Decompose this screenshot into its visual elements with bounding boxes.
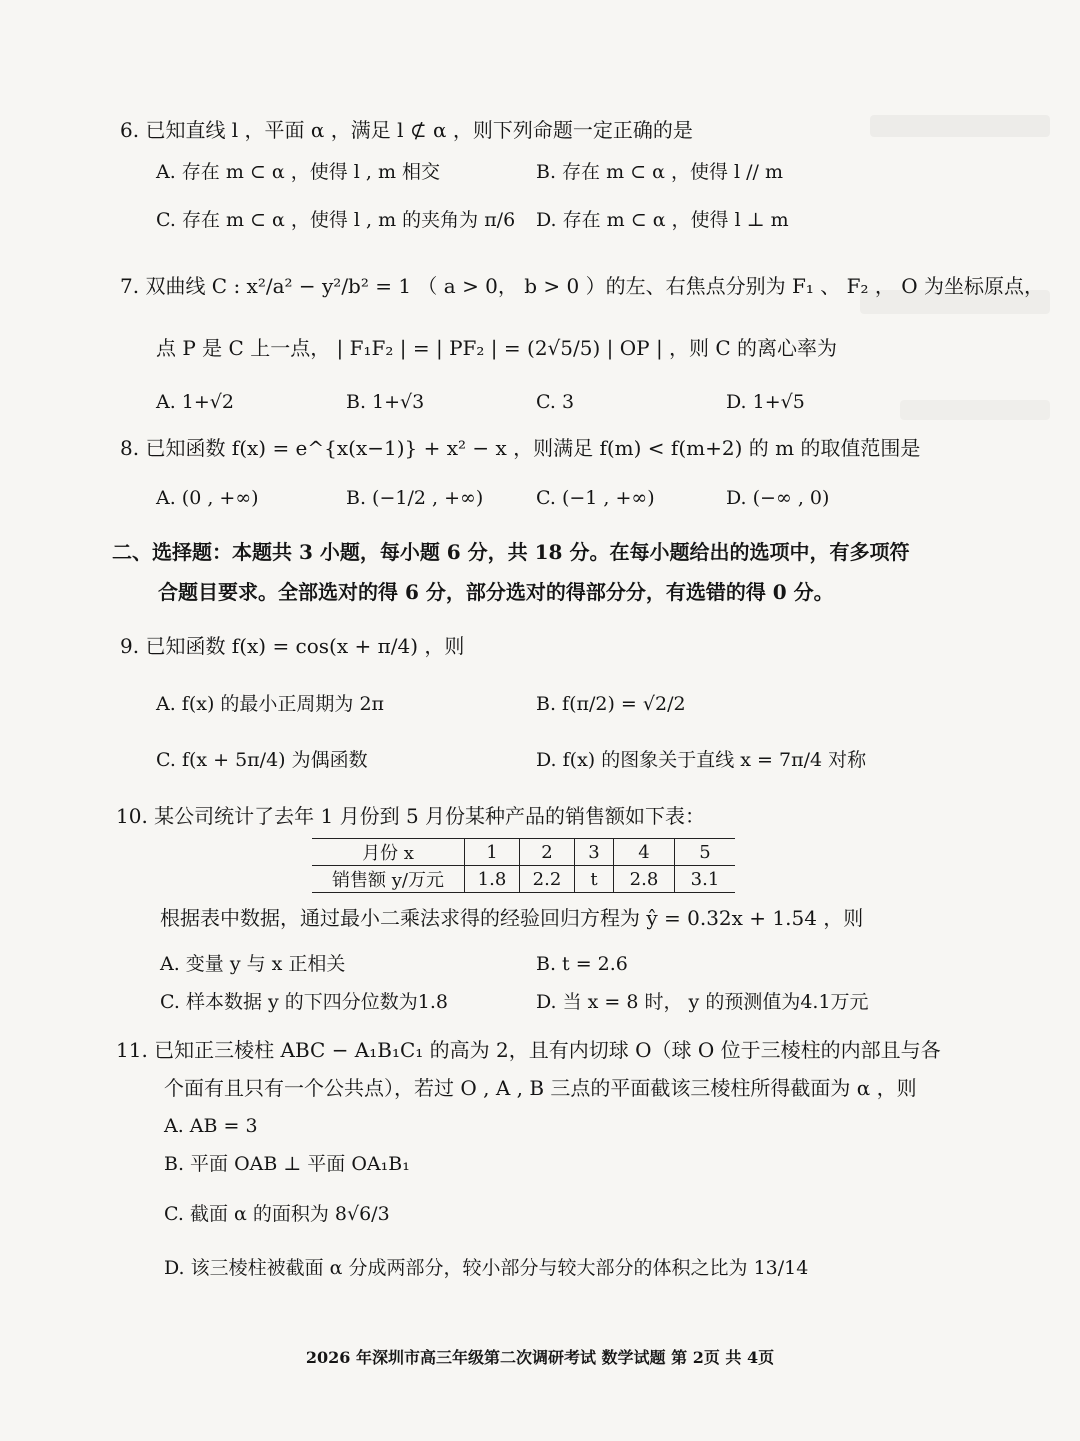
- sales-table: [312, 838, 735, 893]
- q7-stem-line1: 7. 双曲线 C : x²/a² − y²/b² = 1 （ a > 0， b > 0 ）的左、右焦点分别为 F₁ 、 F₂ ， O 为坐标原点，: [120, 274, 1044, 298]
- table-cell: 5: [675, 839, 736, 866]
- q7-option-d: D. 1+√5: [726, 391, 805, 413]
- bleed-through-mark: [900, 400, 1050, 420]
- table-cell: 3: [575, 839, 614, 866]
- section2-heading-line2: 合题目要求。全部选对的得 6 分，部分选对的得部分分，有选错的得 0 分。: [158, 580, 834, 604]
- q8-option-a: A. (0 , +∞): [156, 487, 259, 509]
- q6-option-c: C. 存在 m ⊂ α ，使得 l , m 的夹角为 π/6: [156, 209, 516, 231]
- q6-stem: 6. 已知直线 l ，平面 α ，满足 l ⊄ α ，则下列命题一定正确的是: [120, 118, 693, 142]
- page-footer: 2026 年深圳市高三年级第二次调研考试 数学试题 第 2页 共 4页: [305, 1348, 775, 1367]
- table-row: [312, 839, 735, 866]
- q7-option-c: C. 3: [536, 391, 575, 413]
- q7-option-b: B. 1+√3: [346, 391, 425, 413]
- table-cell: 3.1: [675, 866, 736, 893]
- q9-option-d: D. f(x) 的图象关于直线 x = 7π/4 对称: [536, 749, 867, 771]
- table-cell: 1.8: [465, 866, 520, 893]
- q11-option-b: B. 平面 OAB ⊥ 平面 OA₁B₁: [164, 1153, 410, 1175]
- q10-option-b: B. t = 2.6: [536, 953, 628, 975]
- q10-option-a: A. 变量 y 与 x 正相关: [160, 953, 346, 975]
- table-cell: 2: [520, 839, 575, 866]
- q7-option-a: A. 1+√2: [156, 391, 235, 413]
- q10-stem: 10. 某公司统计了去年 1 月份到 5 月份某种产品的销售额如下表：: [116, 804, 706, 828]
- q7-stem-line2: 点 P 是 C 上一点， | F₁F₂ | = | PF₂ | = (2√5/5) | OP | ，则 C 的离心率为: [156, 336, 838, 360]
- table-cell: 1: [465, 839, 520, 866]
- q9-option-c: C. f(x + 5π/4) 为偶函数: [156, 749, 368, 771]
- q10-regression-text: 根据表中数据，通过最小二乘法求得的经验回归方程为 ŷ = 0.32x + 1.54 ，则: [160, 906, 864, 930]
- q9-option-a: A. f(x) 的最小正周期为 2π: [156, 693, 385, 715]
- table-cell: t: [575, 866, 614, 893]
- q9-option-b: B. f(π/2) = √2/2: [536, 693, 686, 715]
- table-row-label: 销售额 y/万元: [332, 870, 444, 891]
- table-cell: 2.8: [614, 866, 675, 893]
- q10-option-d: D. 当 x = 8 时， y 的预测值为4.1万元: [536, 991, 869, 1013]
- q11-option-a: A. AB = 3: [164, 1115, 258, 1137]
- q6-option-d: D. 存在 m ⊂ α ，使得 l ⊥ m: [536, 209, 789, 231]
- q8-option-d: D. (−∞ , 0): [726, 487, 830, 509]
- q11-option-d: D. 该三棱柱被截面 α 分成两部分，较小部分与较大部分的体积之比为 13/14: [164, 1257, 809, 1279]
- section2-heading-line1: 二、选择题：本题共 3 小题，每小题 6 分，共 18 分。在每小题给出的选项中，有多项符: [112, 540, 910, 564]
- bleed-through-mark: [870, 115, 1050, 137]
- q8-option-b: B. (−1/2 , +∞): [346, 487, 484, 509]
- table-cell: 4: [614, 839, 675, 866]
- q8-option-c: C. (−1 , +∞): [536, 487, 655, 509]
- q10-option-c: C. 样本数据 y 的下四分位数为1.8: [160, 991, 448, 1013]
- q11-option-c: C. 截面 α 的面积为 8√6/3: [164, 1203, 390, 1225]
- q9-stem: 9. 已知函数 f(x) = cos(x + π/4) ，则: [120, 634, 465, 658]
- q11-stem-line1: 11. 已知正三棱柱 ABC − A₁B₁C₁ 的高为 2，且有内切球 O（球 O 位于三棱柱的内部且与各: [116, 1038, 941, 1062]
- q6-option-b: B. 存在 m ⊂ α ，使得 l // m: [536, 161, 783, 183]
- table-row-label: 月份 x: [312, 839, 465, 866]
- q8-stem: 8. 已知函数 f(x) = e^{x(x−1)} + x² − x ，则满足 f(m) < f(m+2) 的 m 的取值范围是: [120, 436, 921, 460]
- table-cell: 2.2: [520, 866, 575, 893]
- q6-option-a: A. 存在 m ⊂ α ，使得 l , m 相交: [156, 161, 441, 183]
- table-row: [312, 866, 735, 893]
- q11-stem-line2: 个面有且只有一个公共点），若过 O , A , B 三点的平面截该三棱柱所得截面为 α ，则: [164, 1076, 917, 1100]
